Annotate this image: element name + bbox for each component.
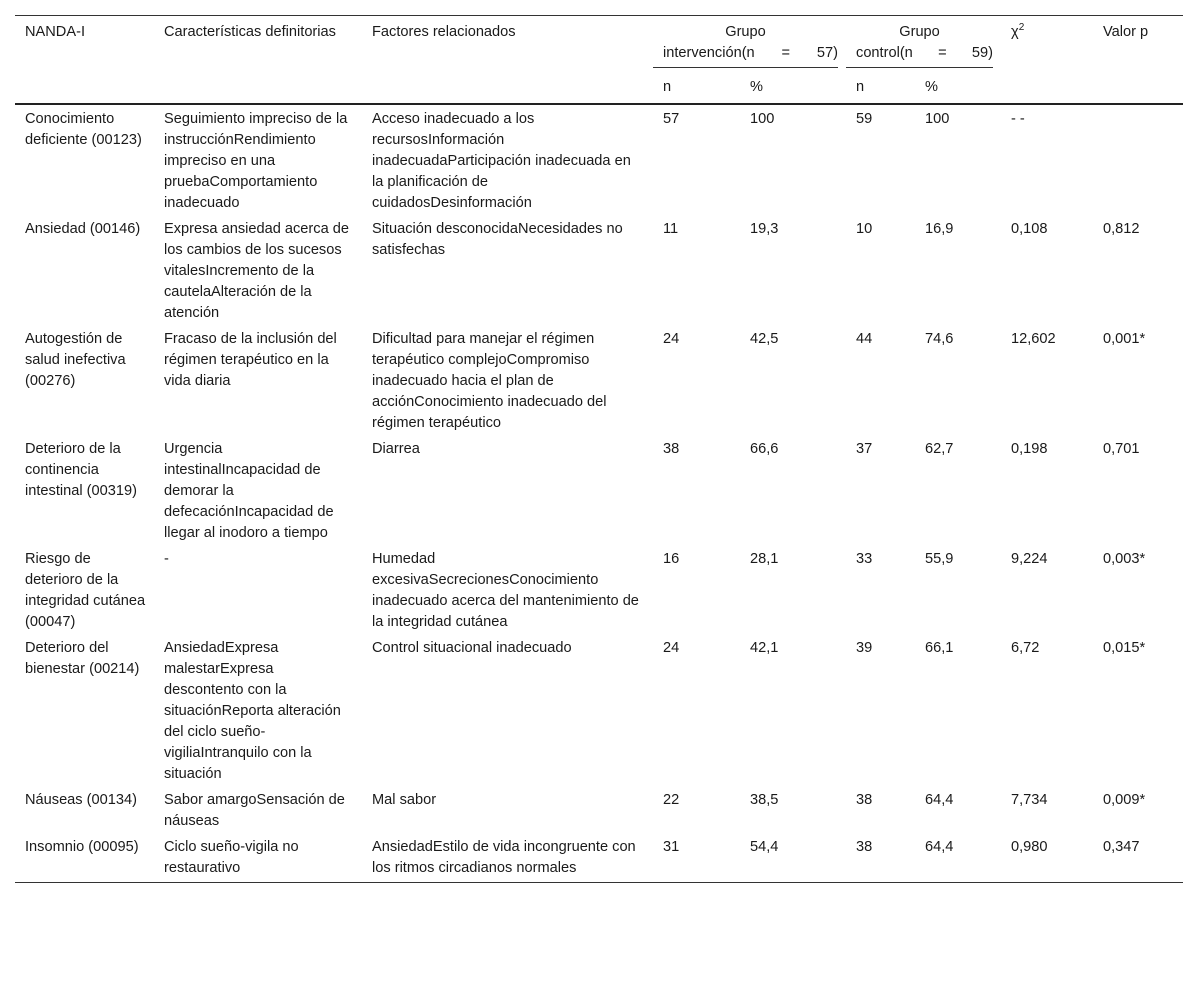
chi-symbol: χ <box>1011 24 1019 40</box>
cell-caracteristicas: Urgencia intestinalIncapacidad de demorar la defecaciónIncapacidad de llegar al inodoro a tiempo <box>164 441 334 541</box>
cell-n-control: 10 <box>856 221 873 237</box>
cell-pct-intervencion: 42,5 <box>750 331 779 347</box>
cell-valor-p: 0,003* <box>1103 551 1146 567</box>
cell-pct-intervencion: 38,5 <box>750 792 779 808</box>
cell-n-intervencion: 11 <box>663 221 679 237</box>
cell-n-control: 44 <box>856 331 873 347</box>
cell-nanda: Deterioro del bienestar (00214) <box>25 640 140 677</box>
table-row <box>15 104 1183 215</box>
nanda-diagnosis-table <box>15 15 1183 883</box>
cell-nanda: Riesgo de deterioro de la integridad cutánea (00047) <box>25 551 146 630</box>
header-chi-square <box>1001 16 1093 105</box>
cell-caracteristicas: Seguimiento impreciso de la instrucciónRendimiento impreciso en una pruebaComportamiento inadecuado <box>164 111 348 211</box>
cell-chi-square: 0,198 <box>1011 441 1048 457</box>
cell-n-control: 59 <box>856 111 873 127</box>
grupo-control-count: 59) <box>971 45 994 61</box>
cell-caracteristicas: AnsiedadExpresa malestarExpresa descontento con la situaciónReporta alteración del ciclo sueño-vigiliaIntranquilo con la situación <box>164 640 341 782</box>
cell-n-intervencion: 57 <box>663 111 680 127</box>
cell-pct-intervencion: 42,1 <box>750 640 779 656</box>
cell-nanda: Ansiedad (00146) <box>25 221 141 237</box>
cell-caracteristicas: Expresa ansiedad acerca de los cambios de los sucesos vitalesIncremento de la cautelaAlteración de la atención <box>164 221 349 321</box>
cell-caracteristicas: Fracaso de la inclusión del régimen terapéutico en la vida diaria <box>164 331 337 389</box>
cell-factores: Acceso inadecuado a los recursosInformación inadecuadaParticipación inadecuada en la planificación de cuidadosDesinformación <box>372 111 631 211</box>
cell-pct-control: 64,4 <box>915 833 1001 883</box>
cell-factores: Mal sabor <box>372 792 437 808</box>
cell-pct-control: 74,6 <box>925 331 954 347</box>
cell-n-intervencion: 31 <box>653 833 740 883</box>
cell-pct-intervencion: 28,1 <box>750 551 779 567</box>
grupo-intervencion-line2 <box>653 43 838 64</box>
table-row <box>15 325 1183 435</box>
grupo-intervencion-eq: = <box>781 45 791 61</box>
cell-chi-square: 12,602 <box>1011 331 1056 347</box>
cell-n-control: 37 <box>856 441 873 457</box>
grupo-intervencion-count: 57) <box>816 45 839 61</box>
table-row <box>15 786 1183 833</box>
header-caracteristicas: Características definitorias <box>154 16 362 105</box>
grupo-intervencion-text: intervención(n <box>663 45 755 61</box>
cell-pct-control: 55,9 <box>925 551 954 567</box>
table-row <box>15 545 1183 634</box>
cell-nanda: Náuseas (00134) <box>25 792 137 808</box>
table-header <box>15 16 1183 105</box>
cell-nanda: Insomnio (00095) <box>15 833 154 883</box>
grupo-control-label <box>846 22 993 68</box>
grupo-control-line1: Grupo <box>899 24 940 40</box>
grupo-intervencion-label <box>653 22 838 68</box>
cell-valor-p: 0,015* <box>1103 640 1146 656</box>
cell-n-intervencion: 16 <box>663 551 680 567</box>
cell-factores: Humedad excesivaSecrecionesConocimiento inadecuado acerca del mantenimiento de la integridad cutánea <box>372 551 639 630</box>
header-nanda: NANDA-I <box>15 16 154 105</box>
cell-valor-p: 0,347 <box>1093 833 1183 883</box>
subheader-n-intervencion: n <box>653 72 740 104</box>
cell-pct-control: 66,1 <box>925 640 954 656</box>
cell-valor-p <box>1093 104 1183 215</box>
table-body <box>15 104 1183 883</box>
cell-n-intervencion: 38 <box>663 441 680 457</box>
header-valor-p: Valor p <box>1093 16 1183 105</box>
table-row <box>15 833 1183 883</box>
cell-valor-p: 0,812 <box>1103 221 1140 237</box>
cell-chi-square: 6,72 <box>1011 640 1040 656</box>
cell-chi-square: 0,108 <box>1011 221 1048 237</box>
cell-factores: Dificultad para manejar el régimen terapéutico complejoCompromiso inadecuado hacia el plan de acciónConocimiento inadecuado del régimen terapéutico <box>372 331 607 431</box>
subheader-pct-intervencion: % <box>740 72 846 104</box>
cell-n-control: 38 <box>856 792 873 808</box>
cell-pct-control: 64,4 <box>925 792 954 808</box>
cell-pct-control: 62,7 <box>925 441 954 457</box>
cell-chi-square: 7,734 <box>1011 792 1048 808</box>
cell-chi-square: 9,224 <box>1011 551 1048 567</box>
cell-nanda: Deterioro de la continencia intestinal (00319) <box>25 441 137 499</box>
cell-pct-intervencion: 66,6 <box>750 441 779 457</box>
cell-nanda: Autogestión de salud inefectiva (00276) <box>25 331 126 389</box>
grupo-control-line2 <box>846 43 993 64</box>
cell-pct-control: 16,9 <box>925 221 954 237</box>
cell-pct-intervencion: 100 <box>750 111 775 127</box>
header-factores: Factores relacionados <box>362 16 653 105</box>
cell-n-intervencion: 24 <box>663 640 680 656</box>
cell-valor-p: 0,701 <box>1103 441 1140 457</box>
cell-factores: AnsiedadEstilo de vida incongruente con los ritmos circadianos normales <box>362 833 653 883</box>
cell-pct-intervencion: 54,4 <box>740 833 846 883</box>
cell-caracteristicas: Sabor amargoSensación de náuseas <box>164 792 345 829</box>
table-row <box>15 435 1183 545</box>
grupo-intervencion-line1: Grupo <box>725 24 766 40</box>
cell-valor-p: 0,009* <box>1103 792 1146 808</box>
cell-nanda: Conocimiento deficiente (00123) <box>25 111 142 148</box>
cell-n-intervencion: 24 <box>663 331 680 347</box>
nanda-table-container <box>15 15 1183 883</box>
cell-chi-square: 0,980 <box>1001 833 1093 883</box>
cell-n-control: 39 <box>856 640 873 656</box>
cell-pct-intervencion: 19,3 <box>750 221 779 237</box>
cell-n-intervencion: 22 <box>663 792 680 808</box>
cell-pct-control: 100 <box>925 111 950 127</box>
grupo-control-eq: = <box>938 45 947 61</box>
cell-valor-p: 0,001* <box>1103 331 1146 347</box>
table-row <box>15 215 1183 325</box>
cell-caracteristicas: - <box>164 551 169 567</box>
header-grupo-control <box>846 16 1001 73</box>
table-row <box>15 634 1183 786</box>
grupo-control-text: control(n <box>856 45 913 61</box>
cell-factores: Diarrea <box>372 441 420 457</box>
cell-factores: Control situacional inadecuado <box>372 640 572 656</box>
header-grupo-intervencion <box>653 16 846 73</box>
cell-caracteristicas: Ciclo sueño-vigila no restaurativo <box>154 833 362 883</box>
cell-n-control: 33 <box>856 551 873 567</box>
chi-superscript: 2 <box>1018 22 1025 34</box>
cell-n-control: 38 <box>846 833 915 883</box>
cell-chi-square: - - <box>1011 111 1025 127</box>
cell-factores: Situación desconocidaNecesidades no satisfechas <box>372 221 623 258</box>
subheader-pct-control: % <box>915 72 1001 104</box>
subheader-n-control: n <box>846 72 915 104</box>
